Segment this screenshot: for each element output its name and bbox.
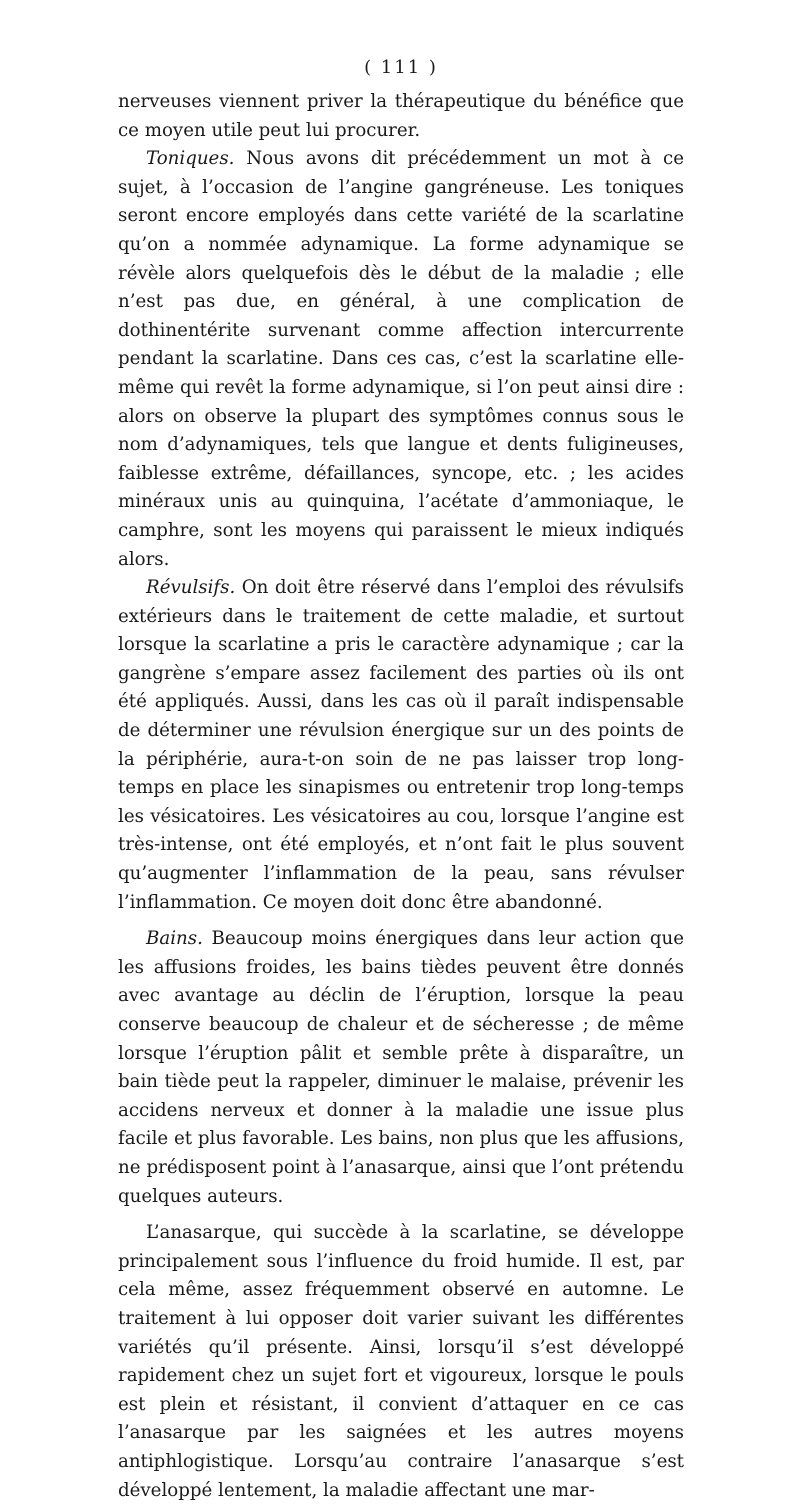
book-page	[118, 56, 684, 1505]
paragraph-anasarque	[118, 1219, 684, 1505]
section-heading-bains: Bains.	[146, 928, 203, 950]
paragraph-revulsifs	[118, 574, 684, 917]
paragraph-bains	[118, 925, 684, 1211]
paragraph-text: On doit être réservé dans l’emploi des révulsifs extérieurs dans le traitement de cette maladie, et surtout lorsque la scarlatine a pris le caractère adynamique ; car la gangrène s’empare assez facilement des parties où ils ont été appliqués. Aussi, dans les cas où il paraît indispensable de déterminer une révulsion énergique sur un des points de la périphérie, aura-t-on soin de ne pas laisser trop long-temps en place les sinapismes ou entretenir trop long-temps les vésicatoires. Les vésicatoires au cou, lorsque l’angine est très-intense, ont été employés, et n’ont fait le plus souvent qu’augmenter l’inflammation de la peau, sans révulser l’inflammation. Ce moyen doit donc être abandonné.	[118, 577, 684, 913]
paragraph-text: Nous avons dit précédemment un mot à ce sujet, à l’occasion de l’angine gangréneuse. Les toniques seront encore employés dans cette variété de la scarlatine qu’on a nommée adynamique. La forme adynamique se révèle alors quelquefois dès le début de la maladie ; elle n’est pas due, en général, à une complication de dothinentérite survenant comme affection intercurrente pendant la scarlatine. Dans ces cas, c’est la scarlatine elle-même qui revêt la forme adynamique, si l’on peut ainsi dire : alors on observe la plupart des symptômes connus sous le nom d’adynamiques, tels que langue et dents fuligineuses, faiblesse extrême, défaillances, syncope, etc. ; les acides minéraux unis au quinquina, l’acétate d’ammoniaque, le camphre, sont les moyens qui paraissent le mieux indiqués alors.	[118, 148, 684, 570]
section-heading-toniques: Toniques.	[146, 148, 235, 170]
page-number: ( 111 )	[364, 57, 438, 78]
paragraph-toniques	[118, 145, 684, 574]
section-heading-revulsifs: Révulsifs.	[146, 577, 236, 599]
paragraph-text: Beaucoup moins énergiques dans leur action que les affusions froides, les bains tièdes peuvent être donnés avec avantage au déclin de l’éruption, lorsque la peau conserve beaucoup de chaleur et de sécheresse ; de même lorsque l’éruption pâlit et semble prête à disparaître, un bain tiède peut la rappeler, diminuer le malaise, prévenir les accidens nerveux et donner à la maladie une issue plus facile et plus favorable. Les bains, non plus que les affusions, ne prédisposent point à l’anasarque, ainsi que l’ont prétendu quelques auteurs.	[118, 928, 684, 1207]
paragraph-continuation	[118, 88, 684, 145]
paragraph-text: nerveuses viennent priver la thérapeutique du bénéfice que ce moyen utile peut lui procurer.	[118, 91, 684, 141]
paragraph-text: L’anasarque, qui succède à la scarlatine, se développe principalement sous l’influence du froid humide. Il est, par cela même, assez fréquemment observé en automne. Le traitement à lui opposer doit varier suivant les différentes variétés qu’il présente. Ainsi, lorsqu’il s’est développé rapidement chez un sujet fort et vigoureux, lorsque le pouls est plein et résistant, il convient d’attaquer en ce cas l’anasarque par les saignées et les autres moyens antiphlogistique. Lorsqu’au contraire l’anasarque s’est développé lentement, la maladie affectant une mar-	[118, 1222, 684, 1501]
